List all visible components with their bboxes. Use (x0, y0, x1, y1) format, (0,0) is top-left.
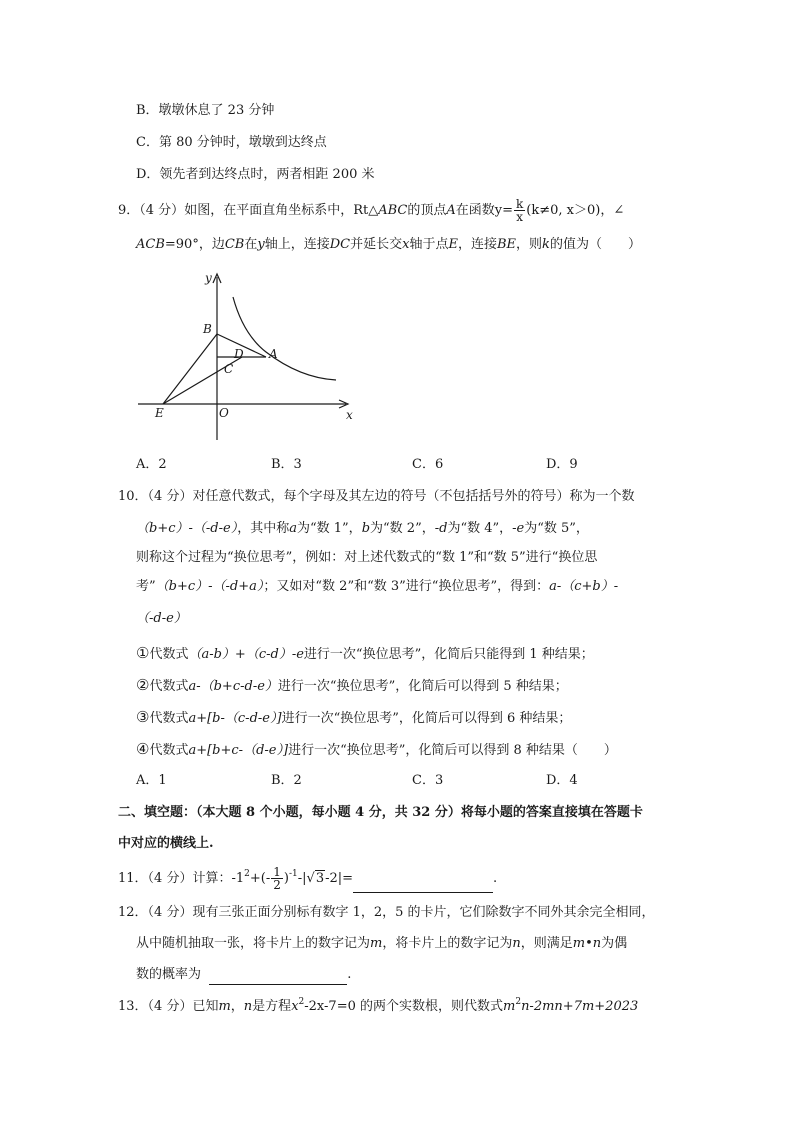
q13-text: 是方程 (252, 999, 292, 1014)
item-mark: ③ (136, 708, 150, 726)
q11-exp: -1 (288, 869, 298, 879)
q8-option-d: D．领先者到达终点时，两者相距 200 米 (136, 167, 375, 182)
q10-item-2 (136, 676, 568, 696)
q12-line1: 12．（4 分）现有三张正面分别标有数字 1，2，5 的卡片，它们除数字不同外其余完全相同， (118, 905, 655, 920)
q11-end: . (493, 871, 498, 886)
label-c: C (224, 362, 234, 376)
section-2-heading: 二、填空题：（本大题 8 个小题，每小题 4 分，共 32 分）将每小题的答案直接填在答题卡 (118, 805, 643, 820)
item-text: 进行一次“换位思考”，化简后可以得到 8 种结果（ ） (288, 743, 617, 758)
q13-exp: 2 (515, 997, 522, 1007)
label-y: y (205, 271, 212, 285)
q10-var: e (516, 521, 525, 536)
q12-answer-blank[interactable] (209, 966, 347, 985)
q9-text: 并延长交 (350, 237, 403, 252)
q10-line2 (136, 520, 589, 538)
q10-expr: （b+c）-（-d+a） (155, 579, 264, 594)
item-mark: ④ (136, 740, 150, 758)
q9-var: y (257, 237, 265, 252)
hyperbola-curve (233, 297, 336, 380)
q12-var: m (370, 936, 383, 951)
q9-number: 9． (118, 203, 140, 218)
q10-expr: a-（c+b）- (549, 579, 619, 594)
item-text: 进行一次“换位思考”，化简后只能得到 1 种结果； (303, 647, 594, 662)
q9-text: 在 (244, 237, 258, 252)
q13-text: -2x-7=0 的两个实数根，则代数式 (304, 999, 503, 1014)
q10-line5 (136, 610, 187, 628)
q11-fraction (271, 866, 283, 891)
q9-func-y: y= (494, 203, 514, 218)
q11-op: -| (297, 871, 307, 886)
q10-text: 为“数 4”，- (447, 521, 517, 536)
q10-text: 为“数 1”， (296, 521, 362, 536)
q10-var: d (439, 521, 448, 536)
q11-term: -1 (231, 871, 245, 886)
q12-line3 (136, 966, 351, 985)
item-text: 进行一次“换位思考”，化简后可以得到 5 种结果； (277, 679, 568, 694)
item-expr: a+[b+c-（d-e）] (188, 743, 289, 758)
q9-line2 (136, 236, 641, 254)
q10-expr: （b+c）-（-d-e） (136, 521, 238, 536)
item-expr: a+[b-（c-d-e）] (188, 711, 282, 726)
q13-text: 13．（4 分）已知 (118, 999, 219, 1014)
q9-text: 如图，在平面直角坐标系中，Rt△ (184, 203, 379, 218)
q9-text: 轴于点 (409, 237, 449, 252)
q9-text: 的顶点 (407, 203, 447, 218)
q10-text: ，其中称 (237, 521, 290, 536)
segment-eb (163, 334, 217, 404)
q9-score: （4 分） (139, 203, 185, 218)
q13-expr: n-2mn+7m+2023 (521, 999, 639, 1014)
q10-line1: 10．（4 分）对任意代数式，每个字母及其左边的符号（不包括括号外的符号）称为一个数 (118, 489, 635, 504)
q10-option-a: A．1 (136, 773, 167, 788)
q12-line2 (136, 935, 627, 953)
q10-line4 (136, 578, 618, 596)
q13-var: m (503, 999, 516, 1014)
q9-text: =90°，边 (164, 237, 225, 252)
q11-op: -2|= (325, 871, 354, 886)
q10-var: b (361, 521, 371, 536)
q12-var: n (512, 936, 521, 951)
q9-option-a: A．2 (136, 457, 167, 472)
q12-text: ，则满足 (520, 936, 573, 951)
section-2-heading-cont: 中对应的横线上. (118, 836, 214, 851)
q11-op: +( (249, 871, 266, 886)
q9-var: A (446, 203, 456, 218)
q10-text: 考” (136, 579, 156, 594)
q10-text: 为“数 5”， (524, 521, 589, 536)
q11-sqrt: √3 (306, 871, 325, 886)
q12-end: . (347, 967, 352, 982)
label-x: x (346, 408, 353, 422)
q10-option-b: B．2 (271, 773, 302, 788)
q9-text: ，则 (516, 237, 543, 252)
q11-sign: - (265, 871, 271, 886)
q11-frac-num: 1 (273, 865, 281, 879)
q10-line3: 则称这个过程为“换位思考”，例如：对上述代数式的“数 1”和“数 5”进行“换位思 (136, 550, 598, 565)
q9-func-num: k (516, 197, 524, 211)
q11-prefix: 11．（4 分）计算： (118, 871, 232, 886)
q9-text: 轴上，连接 (264, 237, 330, 252)
q12-text: 从中随机抽取一张，将卡片上的数字记为 (136, 936, 371, 951)
item-text: 代数式 (149, 647, 189, 662)
q9-var: ABC (378, 203, 408, 218)
q10-item-3 (136, 708, 571, 728)
q9-line1 (118, 198, 624, 223)
q11-op: ) (283, 871, 289, 886)
q12-var: m•n (572, 936, 602, 951)
q10-text: ；又如对“数 2”和“数 3”进行“换位思考”，得到： (263, 579, 550, 594)
q9-var: k (542, 237, 550, 252)
q8-option-b: B．墩墩休息了 23 分钟 (136, 103, 275, 118)
q9-func-fraction (514, 198, 525, 223)
q12-text: 为偶 (601, 936, 628, 951)
item-mark: ② (136, 676, 150, 694)
q13 (118, 998, 638, 1016)
q9-figure (130, 262, 370, 452)
q13-exp: 2 (298, 997, 305, 1007)
q11-sqrt-val: 3 (315, 871, 325, 886)
q11 (118, 866, 497, 893)
q9-var: E (448, 237, 458, 252)
q11-answer-blank[interactable] (353, 866, 493, 893)
q12-text: 数的概率为 (136, 967, 202, 982)
item-expr: a-（b+c-d-e） (188, 679, 278, 694)
q10-var: a (289, 521, 297, 536)
q9-option-b: B．3 (271, 457, 302, 472)
q9-text: 的值为（ ） (549, 237, 641, 252)
q11-frac-den: 2 (273, 878, 281, 892)
q13-var: m (218, 999, 231, 1014)
q10-item-1 (136, 644, 594, 664)
q10-option-c: C．3 (412, 773, 444, 788)
q9-func-den: x (516, 210, 524, 224)
q11-exp: 2 (244, 869, 250, 879)
q10-expr: （-d-e） (136, 611, 187, 626)
item-expr: （a-b）+（c-d）-e (188, 647, 304, 662)
q9-var: DC (329, 237, 351, 252)
q12-text: ，将卡片上的数字记为 (382, 936, 513, 951)
q9-var: CB (224, 237, 245, 252)
q9-text: ，连接 (457, 237, 497, 252)
item-text: 代数式 (149, 679, 189, 694)
q8-option-c: C．第 80 分钟时，墩墩到达终点 (136, 135, 327, 150)
q10-option-d: D．4 (546, 773, 578, 788)
q13-text: ， (230, 999, 244, 1014)
item-mark: ① (136, 644, 150, 662)
q13-var: n (243, 999, 253, 1014)
q9-var: ACB (136, 237, 165, 252)
q10-item-4 (136, 740, 617, 760)
label-o: O (219, 406, 229, 420)
label-e: E (155, 406, 164, 420)
item-text: 代数式 (149, 711, 189, 726)
label-a: A (269, 347, 278, 361)
item-text: 进行一次“换位思考”，化简后可以得到 6 种结果； (281, 711, 572, 726)
label-d: D (234, 347, 244, 361)
q9-option-d: D．9 (546, 457, 578, 472)
q9-func-cond: (k≠0, x＞0)，∠ (526, 203, 625, 218)
q9-text: 在函数 (455, 203, 495, 218)
q10-text: 为“数 2”，- (370, 521, 440, 536)
label-b: B (203, 322, 212, 336)
item-text: 代数式 (149, 743, 189, 758)
q9-var: x (402, 237, 410, 252)
q9-option-c: C．6 (412, 457, 444, 472)
q9-var: BE (496, 237, 517, 252)
q13-var: x (291, 999, 299, 1014)
